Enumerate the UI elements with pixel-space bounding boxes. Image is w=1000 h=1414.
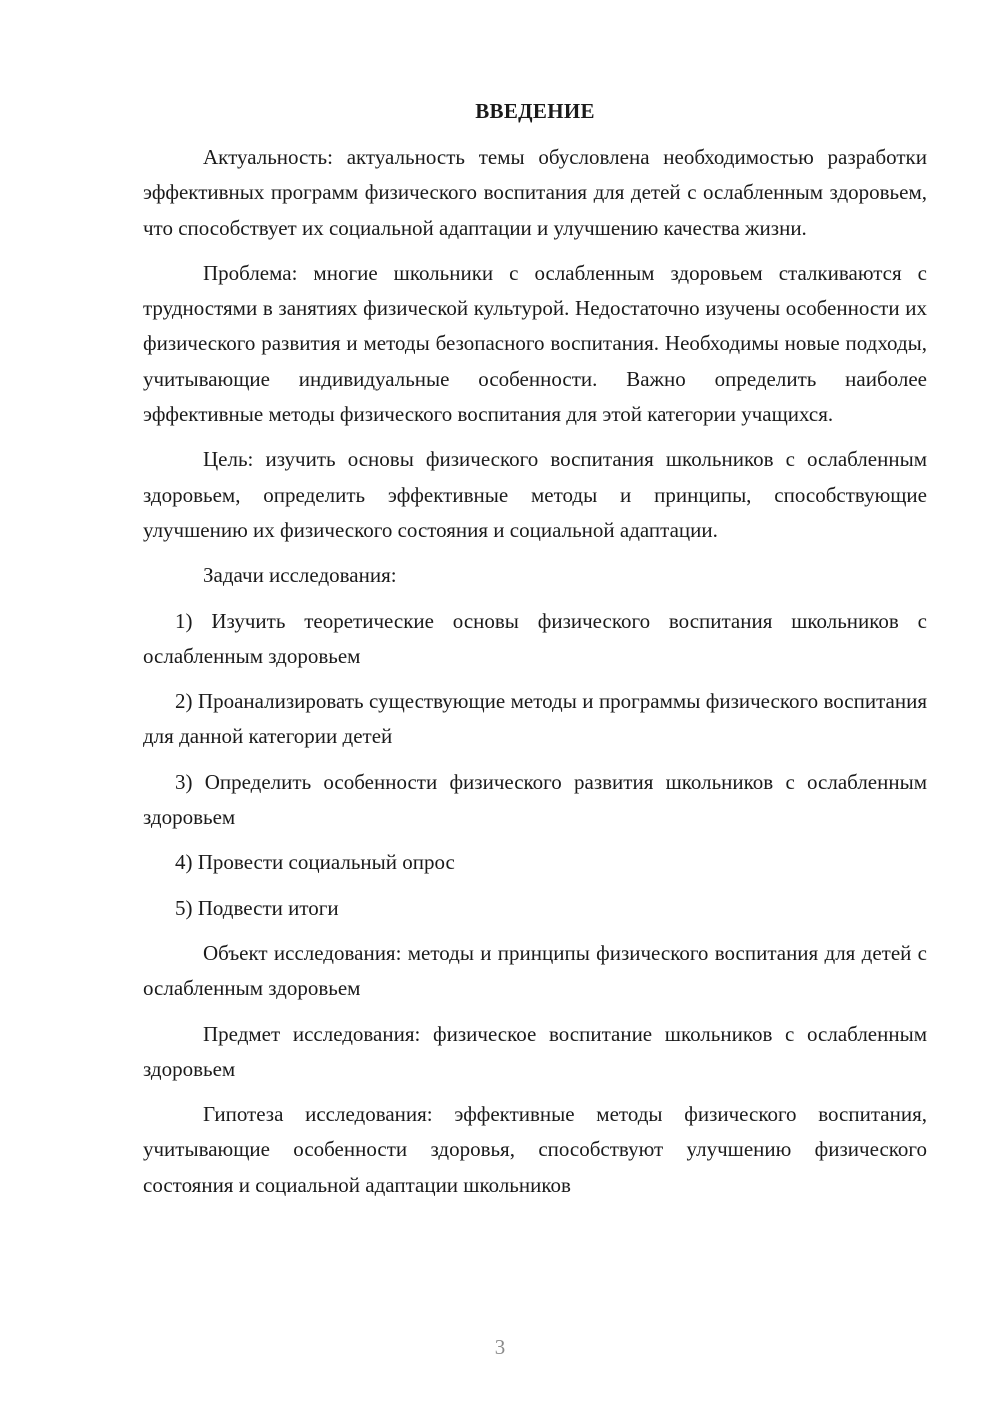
problem-paragraph: Проблема: многие школьники с ослабленным здоровьем сталкиваются с трудностями в занятиях физической культурой. Недостаточно изучены особенности их физического развития и методы безопасного воспитания. Необходимы новые подходы, учитывающие индивидуальные особенности. Важно определить наиболее эффективные методы физического воспитания для этой категории учащихся. xyxy=(143,260,927,427)
goal-paragraph: Цель: изучить основы физического воспитания школьников с ослабленным здоровьем, определить эффективные методы и принципы, способствующие улучшению их физического состояния и социальной адаптации. xyxy=(143,447,927,542)
page-number: 3 xyxy=(494,1335,506,1359)
hypothesis-paragraph: Гипотеза исследования: эффективные методы физического воспитания, учитывающие особенности здоровья, способствуют улучшению физического состояния и социальной адаптации школьников xyxy=(143,1102,927,1197)
relevance-paragraph: Актуальность: актуальность темы обусловлена необходимостью разработки эффективных программ физического воспитания для детей с ослабленным здоровьем, что способствует их социальной адаптации и улучшению качества жизни. xyxy=(143,145,927,240)
task-item: 3) Определить особенности физического развития школьников с ослабленным здоровьем xyxy=(143,769,927,830)
object-paragraph: Объект исследования: методы и принципы физического воспитания для детей с ослабленным здоровьем xyxy=(143,940,927,1001)
section-title: ВВЕДЕНИЕ xyxy=(475,99,595,123)
subject-paragraph: Предмет исследования: физическое воспитание школьников с ослабленным здоровьем xyxy=(143,1021,927,1081)
task-item: 2) Проанализировать существующие методы и программы физического воспитания для данной категории детей xyxy=(143,689,927,749)
tasks-heading: Задачи исследования: xyxy=(203,563,397,588)
document-page xyxy=(143,96,927,1213)
task-item: 4) Провести социальный опрос xyxy=(175,850,455,875)
task-item: 1) Изучить теоретические основы физического воспитания школьников с ослабленным здоровьем xyxy=(143,608,927,668)
task-item: 5) Подвести итоги xyxy=(175,895,339,920)
